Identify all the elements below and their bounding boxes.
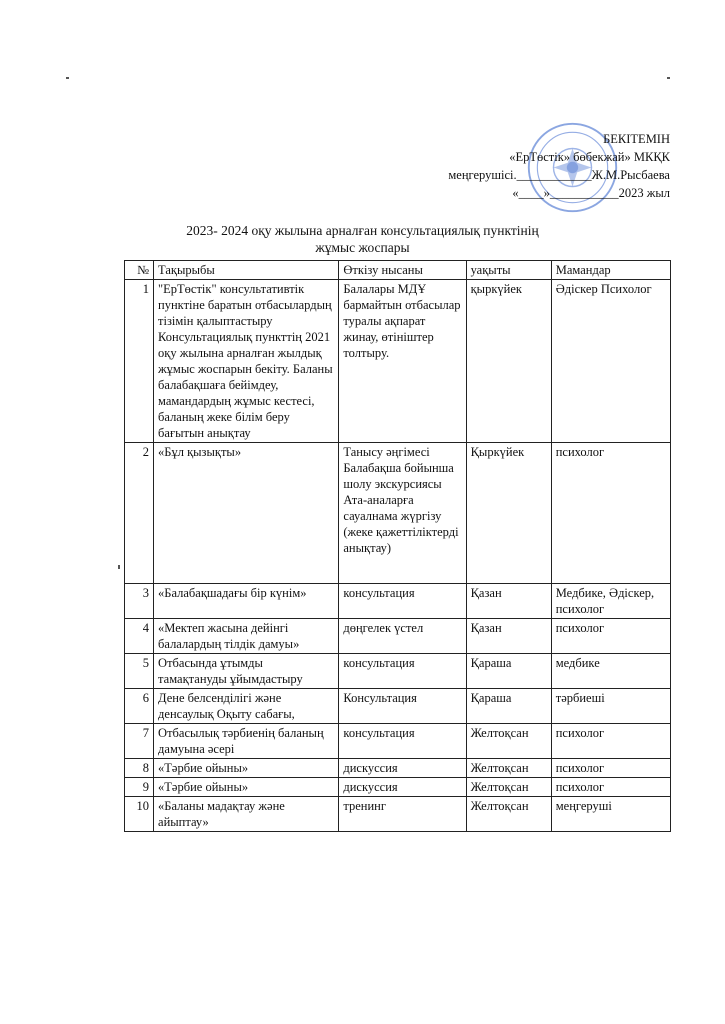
table-row — [125, 619, 671, 654]
row-topic: "ЕрТөстік" консультативтік пунктіне баратын отбасылардың тізімін қалыптастыру Консультациялық пункттің 2021 оқу жылына арналған жылдық жұмыс жоспарын бекіту. Баланы балабақшаға бейімдеу, мамандардың жұмыс кестесі, баланың жеке білім беру бағытын анықтау — [154, 280, 339, 443]
header-form: Өткізу нысаны — [339, 261, 466, 280]
row-form: Консультация — [339, 689, 466, 724]
row-time: Желтоқсан — [466, 778, 551, 797]
row-number: 1 — [125, 280, 154, 443]
row-specialists: медбике — [551, 654, 670, 689]
row-form: консультация — [339, 654, 466, 689]
row-specialists: тәрбиеші — [551, 689, 670, 724]
row-form: дөңгелек үстел — [339, 619, 466, 654]
row-number: 9 — [125, 778, 154, 797]
row-time: Қараша — [466, 689, 551, 724]
row-form: консультация — [339, 724, 466, 759]
approval-signatory: меңгерушісі.____________Ж.М.Рысбаева — [448, 168, 670, 182]
row-specialists: психолог — [551, 759, 670, 778]
row-topic: «Бұл қызықты» — [154, 443, 339, 584]
row-topic: «Балабақшадағы бір күнім» — [154, 584, 339, 619]
row-number: 8 — [125, 759, 154, 778]
row-number: 5 — [125, 654, 154, 689]
row-form: дискуссия — [339, 759, 466, 778]
row-topic: Отбасында ұтымды тамақтануды ұйымдастыру — [154, 654, 339, 689]
table-row — [125, 654, 671, 689]
table-row — [125, 584, 671, 619]
table-row — [125, 724, 671, 759]
row-specialists: Медбике, Әдіскер, психолог — [551, 584, 670, 619]
header-number: № — [125, 261, 154, 280]
row-topic: «Тәрбие ойыны» — [154, 759, 339, 778]
scan-mark-top-left — [66, 77, 69, 79]
row-topic: Дене белсенділігі және денсаулық Оқыту сабағы, — [154, 689, 339, 724]
row-form: Балалары МДҰ бармайтын отбасылар туралы ақпарат жинау, өтініштер толтыру. — [339, 280, 466, 443]
row-topic: «Тәрбие ойыны» — [154, 778, 339, 797]
row-number: 4 — [125, 619, 154, 654]
table-row — [125, 797, 671, 832]
table-row — [125, 443, 671, 584]
table-row — [125, 759, 671, 778]
row-time: Қыркүйек — [466, 443, 551, 584]
plan-table — [124, 260, 671, 832]
title-line-1: 2023- 2024 оқу жылына арналған консультациялық пунктінің — [186, 223, 539, 238]
row-time: қыркүйек — [466, 280, 551, 443]
approval-heading: БЕКІТЕМІН — [603, 132, 670, 146]
row-specialists: психолог — [551, 724, 670, 759]
row-number: 7 — [125, 724, 154, 759]
row-time: Қазан — [466, 619, 551, 654]
row-topic: Отбасылық тәрбиенің баланың дамуына әсері — [154, 724, 339, 759]
row-specialists: психолог — [551, 619, 670, 654]
header-topic: Тақырыбы — [154, 261, 339, 280]
scan-mark-left — [118, 565, 120, 569]
header-time: уақыты — [466, 261, 551, 280]
row-number: 10 — [125, 797, 154, 832]
document-title — [0, 222, 725, 256]
row-form: тренинг — [339, 797, 466, 832]
row-topic: «Баланы мадақтау және айыптау» — [154, 797, 339, 832]
row-number: 3 — [125, 584, 154, 619]
row-form: консультация — [339, 584, 466, 619]
row-form: Танысу әңгімесі Балабақша бойынша шолу экскурсиясы Ата-аналарға сауалнама жүргізу (жеке қажеттіліктерді анықтау) — [339, 443, 466, 584]
approval-date: «____»___________2023 жыл — [512, 186, 670, 200]
row-specialists: психолог — [551, 443, 670, 584]
row-number: 6 — [125, 689, 154, 724]
row-time: Қазан — [466, 584, 551, 619]
table-row — [125, 689, 671, 724]
header-specialists: Мамандар — [551, 261, 670, 280]
row-time: Желтоқсан — [466, 797, 551, 832]
row-form: дискуссия — [339, 778, 466, 797]
row-specialists: психолог — [551, 778, 670, 797]
table-header-row — [125, 261, 671, 280]
row-topic: «Мектеп жасына дейінгі балалардың тілдік дамуы» — [154, 619, 339, 654]
scan-mark-top-right — [667, 77, 670, 79]
row-number: 2 — [125, 443, 154, 584]
row-time: Қараша — [466, 654, 551, 689]
row-specialists: меңгеруші — [551, 797, 670, 832]
row-time: Желтоқсан — [466, 759, 551, 778]
table-row — [125, 280, 671, 443]
row-specialists: Әдіскер Психолог — [551, 280, 670, 443]
approval-block — [410, 130, 670, 202]
title-line-2: жұмыс жоспары — [315, 240, 410, 255]
row-time: Желтоқсан — [466, 724, 551, 759]
table-row — [125, 778, 671, 797]
approval-organization: «ЕрТөстік» бөбекжай» МКҚК — [509, 150, 670, 164]
